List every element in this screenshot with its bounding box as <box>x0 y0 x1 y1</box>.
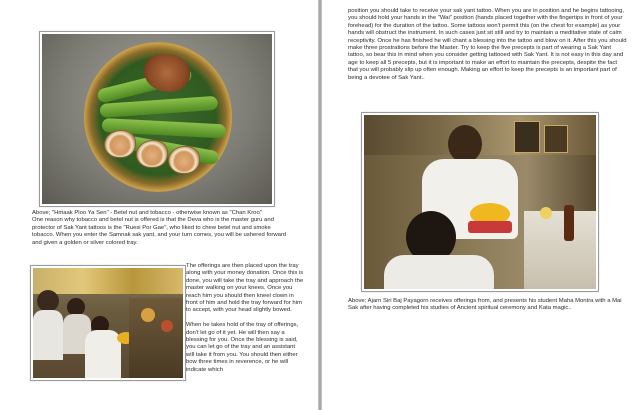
betel-nut-slice <box>104 130 136 158</box>
framed-picture <box>544 125 568 153</box>
betel-nut-tray-photo <box>40 32 274 206</box>
ajarn-offering-photo <box>362 113 598 291</box>
offering-tray <box>468 221 512 233</box>
candle-flame <box>540 207 552 219</box>
betel-nut-slice <box>136 140 168 168</box>
photo1-caption: Above; "Hmaak Ploo Ya Sen" - Betel nut and tobacco - otherwise known as "Chan Kroo" One reason why tobacco and betel nut is offered is that the Deva who is the master guru and protector of Sak Yant tattoos is the "Ruesi Por Gae", who liked to chew betel nut and smoke tobacco. When you enter the Samnak sak yant, and your turn comes, you will be ushered forward and given a golden or silver colored tray. <box>32 210 287 246</box>
woman-white-shirt <box>85 330 121 378</box>
ajarn-head <box>448 125 482 163</box>
flower-garland <box>161 320 173 332</box>
left-page <box>0 0 318 410</box>
offering-crowd-photo <box>31 266 185 380</box>
right-top-paragraph: position you should take to receive your sak yant tattoo. When you are in position and he begins tattooing, you should hold your hands in the "Wai" position (hands placed together with the fingertips in front of your forehead) for the duration of the tattoo. Some tattoos won't permit this (on the chest for example) as your hands will obstruct the instrument. In such cases just sit still and try to maintain a meditative state of calm receptivity. Once he has finished he will chant a blessing into the tattoo and blow on it. After this you should make three prostrations before the Master. Try to keep the five precepts is part of wearing a Sak Yant tattoo, so bear this in mind when you consider getting tattooed with Sak Yant. It is not easy in this day and age to keep all 5 precepts, but it is important to make an effort to maintain the precepts, despite the fact that you will probably slip up often enough. Making an effort to keep the precepts is an important part of being a devotee of Sak Yant.. <box>348 8 627 81</box>
decorative-shrine-backdrop <box>33 268 183 294</box>
bottle <box>564 205 574 241</box>
side-paragraph: The offerings are then placed upon the tray along with your money donation. Once this is done, you will take the tray and approach the master walking on your knees. Once you reach him you should then kneel clown in front of him and hold the tray forward for him to accept, with your head slightly bowed. When he takes hold of the tray of offerings, don't let go of it yet. He will then say a blessing for you. Once the blessing is said, you can let go of the tray and an assistant will take it from you. You should then either bow three times in reverence, or he will indicate which <box>186 263 304 373</box>
framed-picture <box>514 121 540 153</box>
betel-nut-slice <box>168 146 200 174</box>
right-page <box>322 0 640 410</box>
flower-garland <box>141 308 155 322</box>
person-white-shirt <box>33 310 63 360</box>
person-head <box>37 290 59 312</box>
student-white-shirt <box>384 255 494 289</box>
offering-table <box>129 298 183 378</box>
photo3-caption: Above; Ajarn Siri Baj Payagorn receives offerings from, and presents his student Maha Montra with a Mai Sak after having completed his studies of Ancient spiritual ceremony and Kata magic.. <box>348 298 622 312</box>
altar-table <box>524 211 596 289</box>
